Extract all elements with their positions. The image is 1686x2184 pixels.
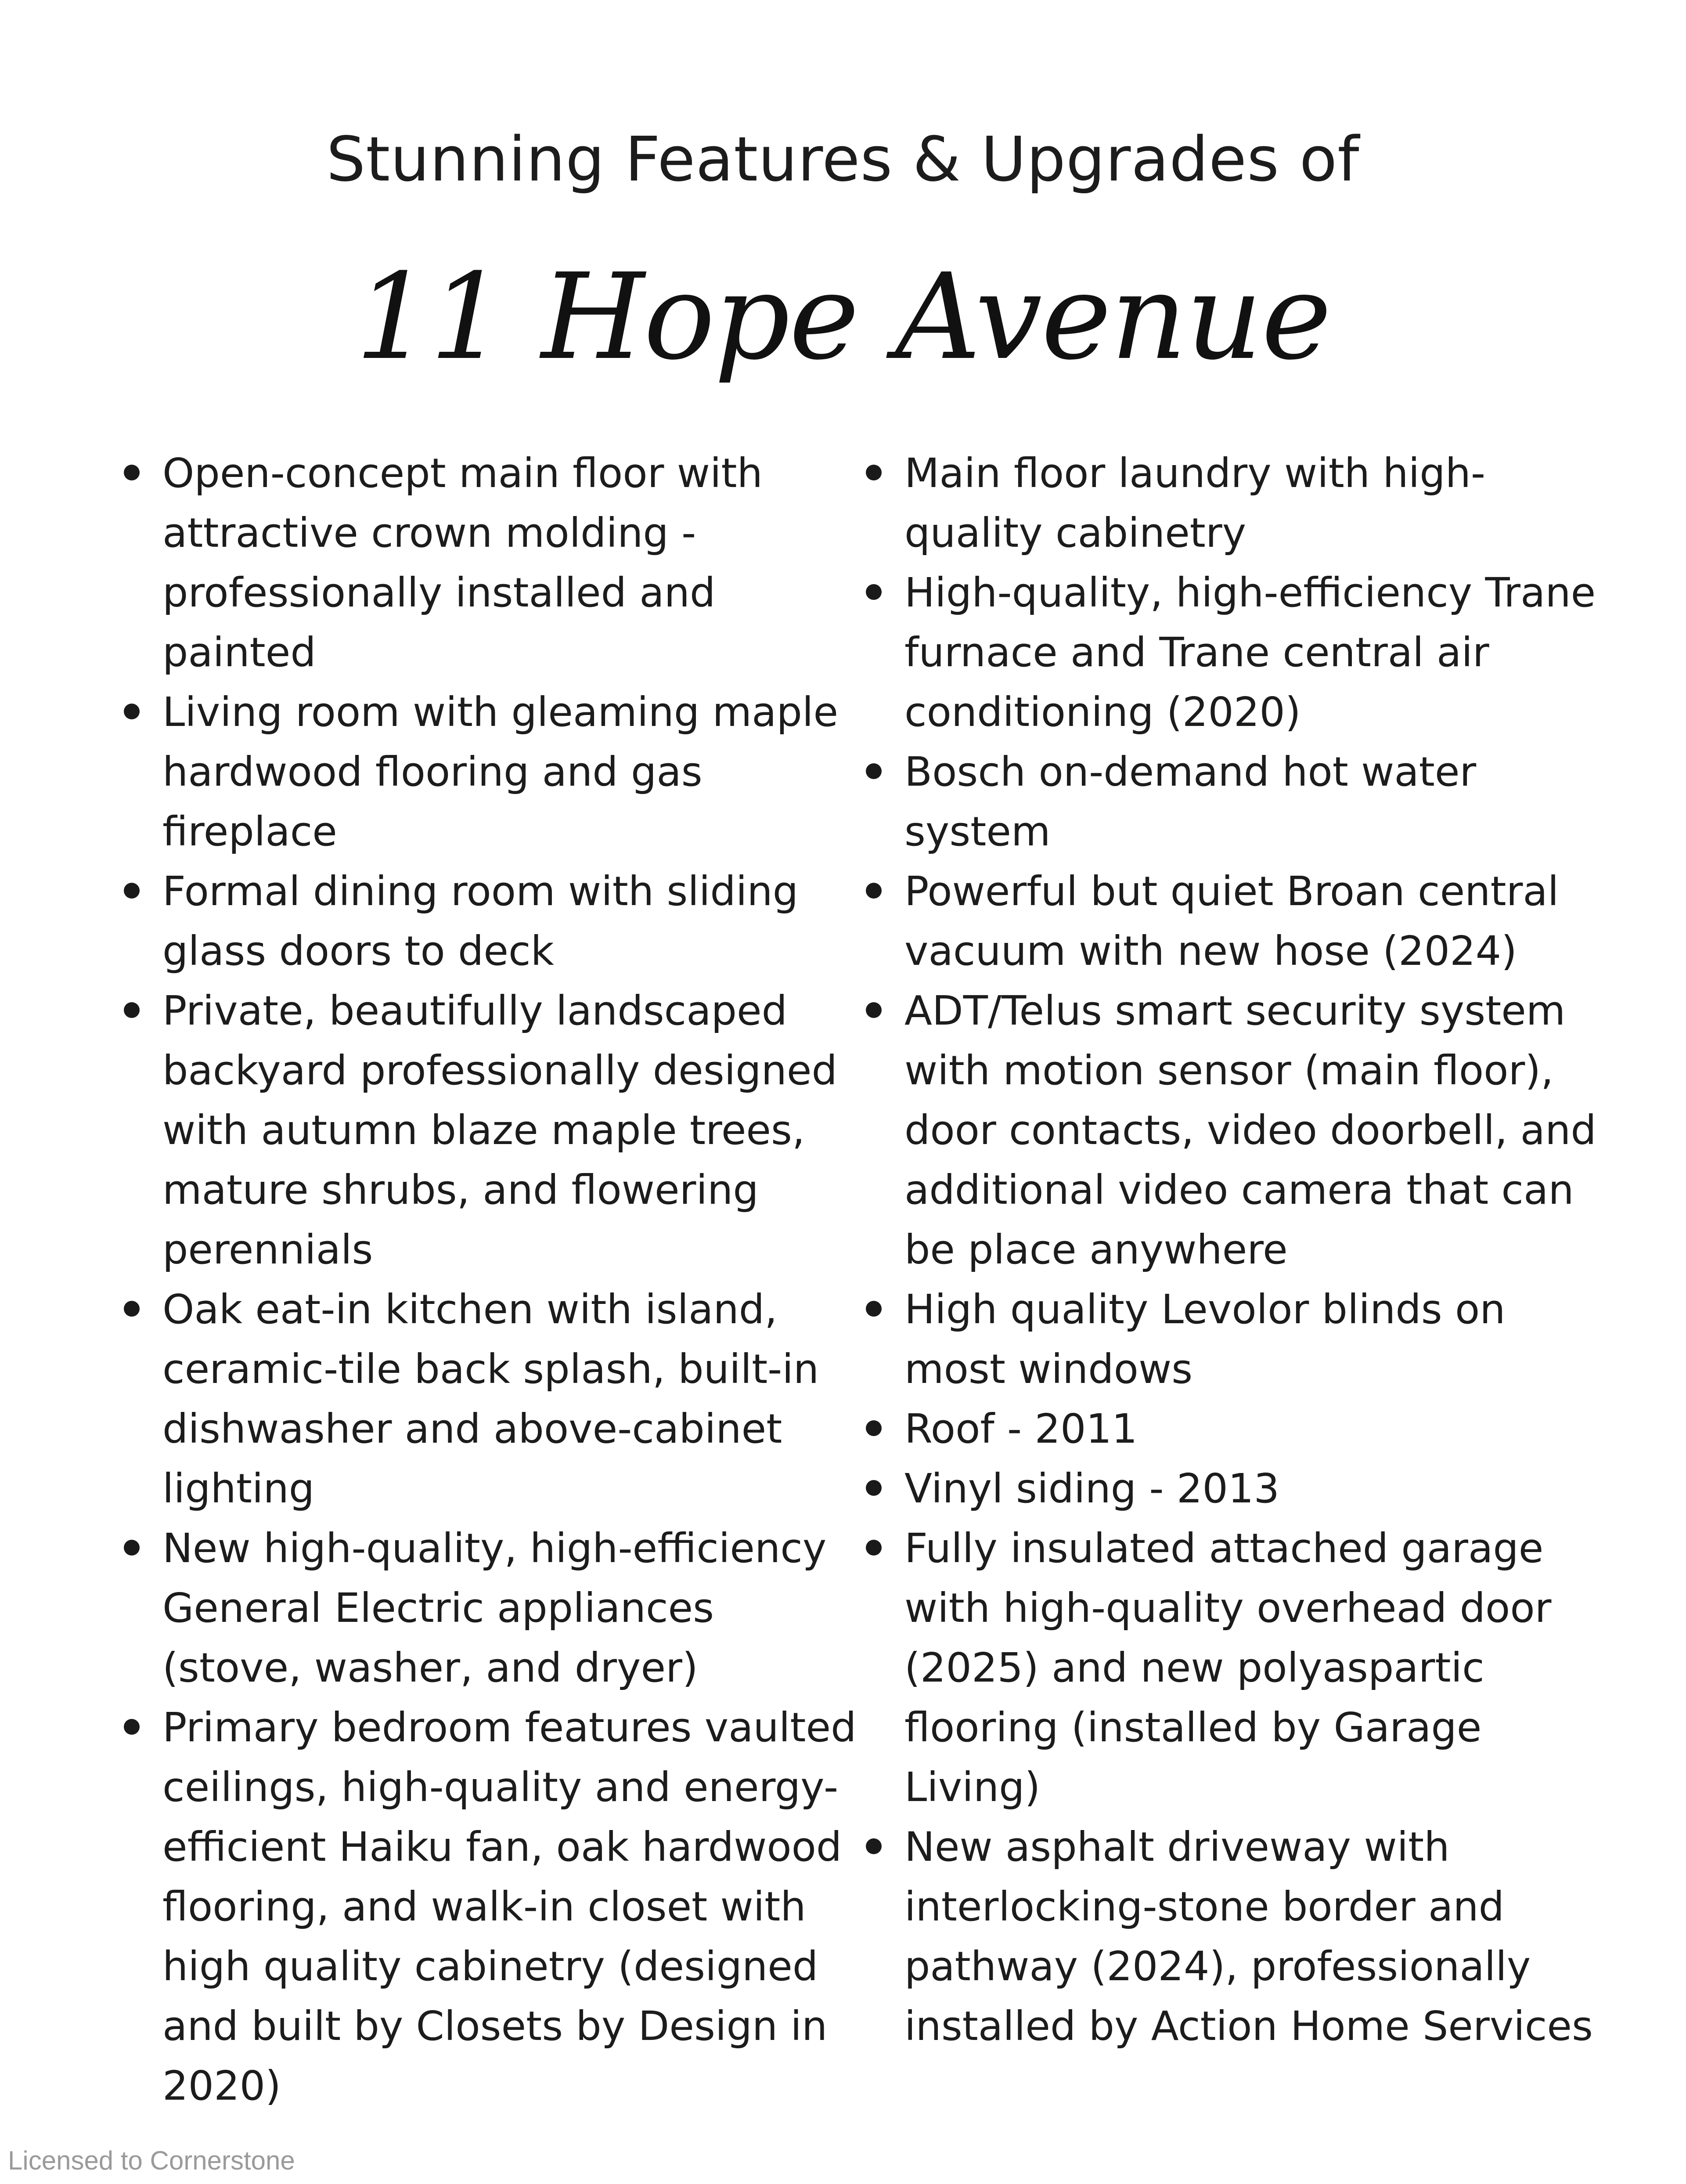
features-list-left [119,444,865,2116]
page-title: 11 Hope Avenue [355,248,1331,386]
list-item-text: Formal dining room with sliding glass doors to deck [162,868,799,975]
list-item [119,1280,865,1519]
list-item [119,1698,865,2116]
bullet-icon [866,1420,882,1436]
list-item-text: Primary bedroom features vaulted ceilings, high-quality and energy-efficient Haiku fan, oak hardwood flooring, and walk-in closet with high quality cabinetry (designed and built by Closets by Design in 2020) [162,1704,857,2109]
bullet-icon [124,883,140,899]
page-subtitle: Stunning Features & Upgrades of [326,124,1360,195]
bullet-icon [124,465,140,480]
list-item [119,444,865,682]
list-item-text: Roof - 2011 [904,1405,1138,1452]
list-item-text: Powerful but quiet Broan central vacuum with new hose (2024) [904,868,1559,975]
list-item-text: High-quality, high-efficiency Trane furnace and Trane central air conditioning (2020) [904,569,1596,736]
bullet-icon [866,584,882,600]
features-list-right [861,444,1607,2056]
list-item [119,682,865,862]
bullet-icon [124,704,140,719]
list-item [861,1817,1607,2056]
bullet-icon [866,763,882,779]
bullet-icon [866,1838,882,1854]
bullet-icon [124,1719,140,1735]
list-item-text: Open-concept main floor with attractive crown molding - professionally installed and painted [162,450,763,676]
list-item-text: Fully insulated attached garage with high-quality overhead door (2025) and new polyaspartic flooring (installed by Garage Living) [904,1525,1552,1811]
bullet-icon [866,883,882,899]
bullet-icon [124,1002,140,1018]
bullet-icon [866,1301,882,1317]
list-item [861,862,1607,981]
list-item [119,1519,865,1698]
list-item-text: Vinyl siding - 2013 [904,1465,1280,1512]
list-item-text: New asphalt driveway with interlocking-stone border and pathway (2024), professionally installed by Action Home Services [904,1823,1593,2050]
list-item-text: Main floor laundry with high-quality cabinetry [904,450,1486,556]
list-item-text: Bosch on-demand hot water system [904,748,1477,855]
list-item-text: Living room with gleaming maple hardwood flooring and gas fireplace [162,689,839,855]
list-item [861,444,1607,563]
list-item [861,1459,1607,1519]
list-item [861,1399,1607,1459]
list-item [119,981,865,1280]
list-item [861,1280,1607,1399]
license-watermark: Licensed to Cornerstone [8,2146,295,2175]
bullet-icon [866,1480,882,1496]
list-item [861,1519,1607,1817]
list-item [861,981,1607,1280]
bullet-icon [866,1002,882,1018]
list-item-text: ADT/Telus smart security system with motion sensor (main floor), door contacts, video doorbell, and additional video camera that can be place anywhere [904,987,1596,1273]
bullet-icon [124,1301,140,1317]
bullet-icon [866,465,882,480]
list-item [861,742,1607,862]
list-item-text: Oak eat-in kitchen with island, ceramic-tile back splash, built-in dishwasher and above-cabinet lighting [162,1286,819,1512]
list-item [861,563,1607,742]
list-item-text: New high-quality, high-efficiency General Electric appliances (stove, washer, and dryer) [162,1525,827,1691]
list-item-text: High quality Levolor blinds on most windows [904,1286,1506,1393]
bullet-icon [866,1540,882,1556]
bullet-icon [124,1540,140,1556]
list-item-text: Private, beautifully landscaped backyard professionally designed with autumn blaze maple trees, mature shrubs, and flowering perennials [162,987,837,1273]
list-item [119,862,865,981]
